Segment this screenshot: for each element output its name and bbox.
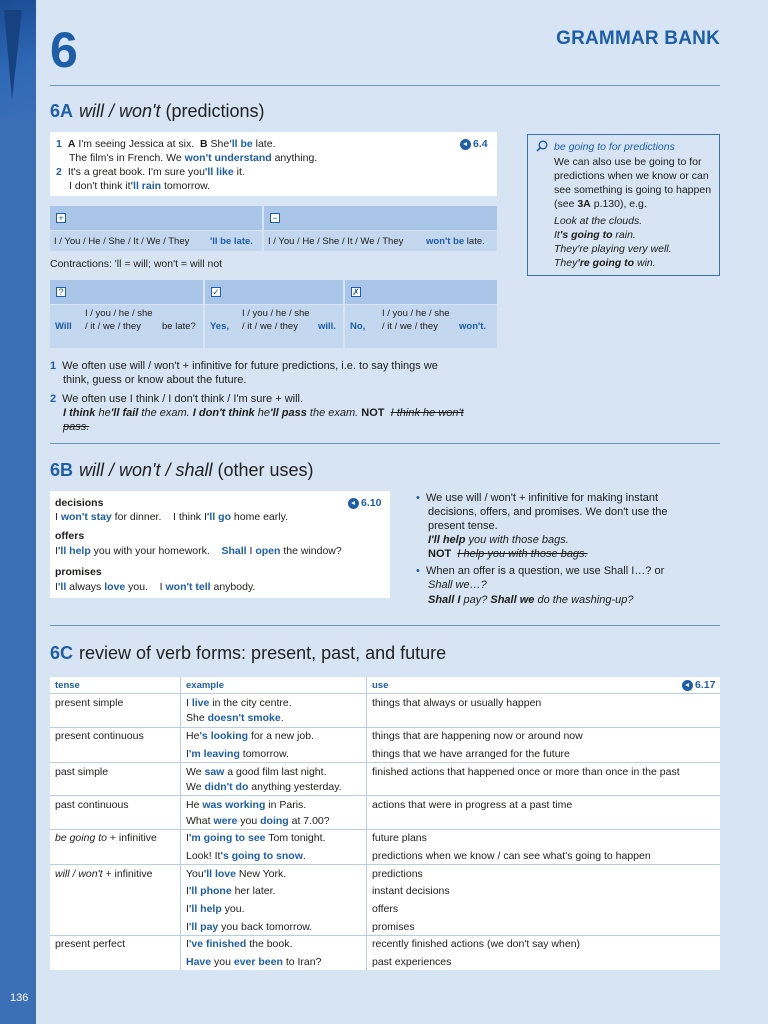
yes-pronouns: I / you / he / she / it / we / they [242,308,310,332]
cross-icon: ✗ [352,287,360,297]
tip-line: (see 3A p.130), e.g. [554,198,647,210]
tense-cell: present simple [55,697,124,709]
table-head-question [50,280,203,304]
example-cell: He's looking for a new job. [186,730,314,742]
example-line: I'll help you with your homework. Shall I open the window? [55,545,342,557]
table-head-no [345,280,497,304]
audio-track-6-4[interactable] [460,138,488,150]
bullet-2: • When an offer is a question, we use Shall I…? or [416,565,665,577]
example-line: I won't stay for dinner. I think I'll go home early. [55,511,288,523]
table-head-negative [264,206,497,230]
example-line: The film's in French. We won't understand anything. [69,152,318,164]
no-pronouns: I / you / he / she / it / we / they [382,308,450,332]
use-cell: recently finished actions (we don't say when) [372,938,581,950]
example-cell: I live in the city centre. [186,697,292,709]
heading-decisions: decisions [55,497,104,509]
bullet-2-example: Shall I pay? Shall we do the washing-up? [428,594,634,606]
yes-aux: will. [318,321,336,332]
table-head-yes [205,280,343,304]
unit-number: 6 [50,22,78,78]
example-line: I don't think it'll rain tomorrow. [69,180,211,192]
bullet-1-line: present tense. [428,520,498,532]
example-cell: You'll love New York. [186,868,287,880]
example-cell: We didn't do anything yesterday. [186,781,342,793]
bullet-1-line: decisions, offers, and promises. We don't use the [428,506,668,518]
row-divider [50,795,720,796]
tense-cell: past continuous [55,799,129,811]
check-icon: ✓ [212,287,220,297]
bullet-1-not: NOT I help you with those bags. [428,548,588,560]
question-tail: be late? [162,321,196,332]
use-cell: things that are happening now or around now [372,730,583,742]
no-cell: No, [350,321,366,332]
example-cell: What were you doing at 7.00? [186,815,330,827]
heading-promises: promises [55,566,102,578]
page-number: 136 [10,992,29,1004]
use-cell: predictions when we know / can see what's going to happen [372,850,651,862]
divider [50,85,720,86]
table-head-positive [50,206,262,230]
will-cell: Will [55,321,72,332]
rule-note-2-example: I think he'll fail the exam. I don't think he'll pass the exam. NOT I think he won't [63,407,464,419]
tip-box-be-going-to [527,134,720,276]
tip-example: They're playing very well. [554,243,672,255]
use-cell: instant decisions [372,885,450,897]
section-code: 6A [50,101,74,121]
audio-track-6-10[interactable]: 6.10 [348,497,381,509]
plus-icon: + [56,213,66,223]
speaker-icon [348,498,359,509]
row-divider [50,864,720,865]
example-cell: I'll phone her later. [186,885,276,897]
row-divider [50,829,720,830]
audio-track-6-17[interactable]: 6.17 [682,679,715,691]
grammar-bank-title: GRAMMAR BANK [556,28,720,49]
yes-cell: Yes, [210,321,230,332]
tip-line: We can also use be going to for [554,156,702,168]
example-line: 1 A I'm seeing Jessica at six. B She'll be late. [56,138,276,150]
tip-title: be going to for predictions [554,141,675,153]
tip-line: predictions when we know or can [554,170,709,182]
section-title-6c: 6C review of verb forms: present, past, and future [50,643,447,663]
use-cell: past experiences [372,956,452,968]
example-cell: Have you ever been to Iran? [186,956,322,968]
tense-cell: present continuous [55,730,144,742]
tense-cell: present perfect [55,938,126,950]
negative-aux-cell: won't be late. [426,236,485,247]
tip-example: Look at the clouds. [554,215,643,227]
section-title-rest: (predictions) [160,101,265,121]
row-divider [50,935,720,936]
tip-line: see something is going to happen [554,184,712,196]
use-cell: promises [372,921,415,933]
column-divider [180,677,181,970]
side-strip [0,0,36,1024]
header-tense: tense [55,680,80,691]
use-cell: things that always or usually happen [372,697,542,709]
pronouns-cell: I / You / He / She / It / We / They [54,236,190,247]
use-cell: offers [372,903,399,915]
use-cell: finished actions that happened once or more than once in the past [372,766,680,778]
example-cell: He was working in Paris. [186,799,307,811]
use-cell: actions that were in progress at a past time [372,799,573,811]
decorative-shard-dark [4,10,22,100]
section-title-6a [50,101,265,122]
bullet-1-example: I'll help you with those bags. [428,534,569,546]
rule-note-2: 2 We often use I think / I don't think / I'm sure + will. [50,393,304,405]
example-cell: I've finished the book. [186,938,293,950]
column-divider [366,677,367,970]
tip-example: It's going to rain. [554,229,636,241]
tense-cell: be going to + infinitive [55,832,157,844]
bullet-2-line: Shall we…? [428,579,487,591]
section-title-italic: will / won't [79,101,161,121]
minus-icon: − [270,213,280,223]
header-use: use [372,680,389,691]
divider [50,625,720,626]
use-cell: things that we have arranged for the future [372,748,570,760]
heading-offers: offers [55,530,85,542]
example-cell: I'm going to see Tom tonight. [186,832,326,844]
no-aux: won't. [459,321,487,332]
positive-aux-cell: 'll be late. [210,236,253,247]
example-cell: Look! It's going to snow. [186,850,306,862]
example-cell: We saw a good film last night. [186,766,327,778]
question-pronouns: I / you / he / she / it / we / they [85,308,153,332]
divider [50,443,720,444]
example-cell: She doesn't smoke. [186,712,284,724]
row-divider [50,762,720,763]
rule-note-1-cont: think, guess or know about the future. [63,374,247,386]
audio-label: 6.4 [473,138,488,150]
bullet-1: • We use will / won't + infinitive for making instant [416,492,659,504]
rule-note-1: 1 We often use will / won't + infinitive for future predictions, i.e. to say things we [50,360,438,372]
example-line: 2 It's a great book. I'm sure you'll like it. [56,166,245,178]
question-icon: ? [56,287,66,297]
tense-cell: past simple [55,766,109,778]
example-cell: I'll help you. [186,903,245,915]
example-cell: I'm leaving tomorrow. [186,748,289,760]
rule-note-2-strike: pass. [63,421,90,433]
use-cell: future plans [372,832,427,844]
magnifier-icon [536,140,548,152]
tense-cell: will / won't + infinitive [55,868,153,880]
example-line: I'll always love you. I won't tell anybody. [55,581,256,593]
tip-example: They're going to win. [554,257,656,269]
pronouns-cell: I / You / He / She / It / We / They [268,236,404,247]
speaker-icon [460,139,471,150]
row-divider [50,693,720,694]
section-title-6b: 6B will / won't / shall (other uses) [50,460,314,480]
example-cell: I'll pay you back tomorrow. [186,921,313,933]
header-example: example [186,680,225,691]
contractions-note: Contractions: 'll = will; won't = will not [50,258,223,270]
row-divider [50,727,720,728]
speaker-icon [682,680,693,691]
use-cell: predictions [372,868,423,880]
